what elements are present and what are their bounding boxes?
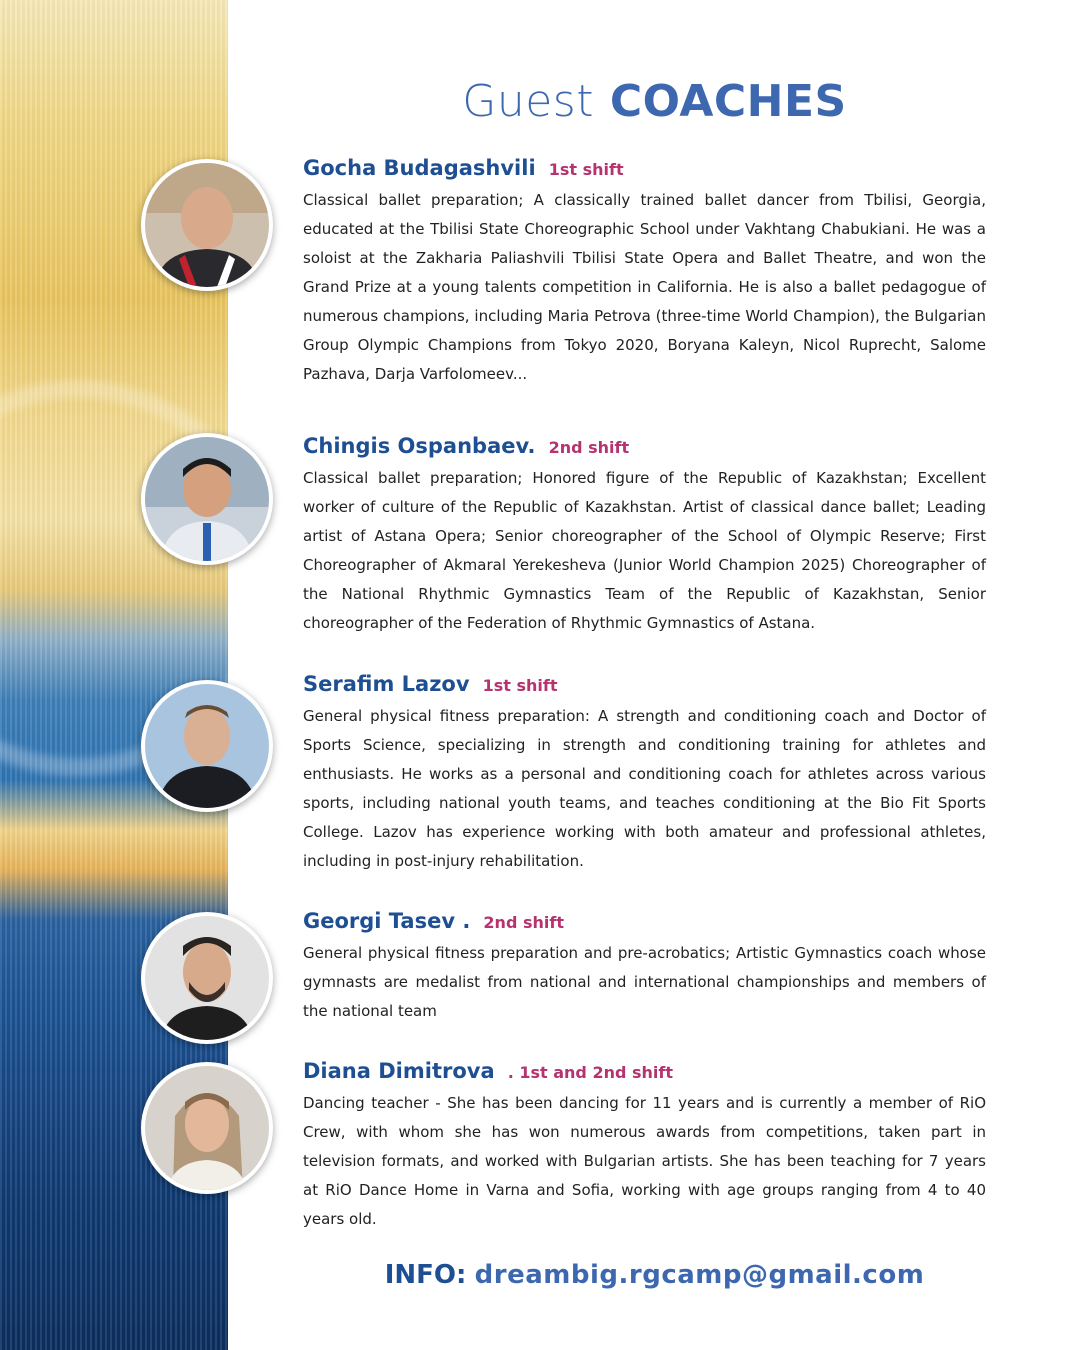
coach-photo-diana bbox=[141, 1062, 273, 1194]
coach-photo-serafim bbox=[141, 680, 273, 812]
coach-bio: Classical ballet preparation; A classically trained ballet dancer from Tbilisi, Georgia, educated at the Tbilisi State Choreographic School under Vakhtang Chabukiani. He was a soloist at the Zakharia Paliashvili Tbilisi State Opera and Ballet Theatre, and won the Grand Prize at a young talents competition in California. He is also a ballet pedagogue of numerous champions, including Maria Petrova (three-time World Champion), the Bulgarian Group Olympic Champions from Tokyo 2020, Boryana Kaleyn, Nicol Ruprecht, Salome Pazhava, Darja Varfolomeev... bbox=[303, 191, 986, 383]
coach-portrait-2 bbox=[145, 437, 269, 561]
coach-name: Chingis Ospanbaev. bbox=[303, 434, 536, 458]
coach-photo-georgi bbox=[141, 912, 273, 1044]
coach-photo-chingis bbox=[141, 433, 273, 565]
coach-bio: General physical fitness preparation: A strength and conditioning coach and Doctor of Sports Science, specializing in strength and conditioning training for athletes and enthusiasts. He works as a personal and conditioning coach for athletes across various sports, including national youth teams, and teaches conditioning at the Bio Fit Sports College. Lazov has experience working with both amateur and professional athletes, including in post-injury rehabilitation. bbox=[303, 707, 986, 870]
contact-info bbox=[228, 1260, 1081, 1290]
coach-name: Diana Dimitrova bbox=[303, 1059, 495, 1083]
coach-shift: 2nd shift bbox=[483, 913, 564, 932]
coach-heading bbox=[303, 156, 986, 180]
coach-shift: 1st shift bbox=[482, 676, 558, 695]
coach-entry-2 bbox=[303, 434, 986, 638]
coach-heading bbox=[303, 434, 986, 458]
coach-bio: Classical ballet preparation; Honored figure of the Republic of Kazakhstan; Excellent worker of culture of the Republic of Kazakhstan. Artist of classical dance ballet; Leading artist of Astana Opera; Senior choreographer of the School of Olympic Reserve; First Choreographer of Akmaral Yerekesheva (Junior World Champion 2025) Choreographer of the National Rhythmic Gymnastics Team of the Republic of Kazakhstan, Senior choreographer of the Federation of Rhythmic Gymnastics of Astana. bbox=[303, 469, 986, 632]
coach-entry-5 bbox=[303, 1059, 986, 1234]
coach-portrait-4 bbox=[145, 916, 269, 1040]
coach-entry-1 bbox=[303, 156, 986, 389]
coach-shift: 1st shift bbox=[548, 160, 624, 179]
coach-bio: General physical fitness preparation and pre-acrobatics; Artistic Gymnastics coach whose gymnasts are medalist from national and international championships and members of the national team bbox=[303, 944, 986, 1020]
info-label: INFO: bbox=[384, 1260, 467, 1290]
coach-name: Gocha Budagashvili bbox=[303, 156, 536, 180]
coach-name: Serafim Lazov bbox=[303, 672, 470, 696]
coach-entry-4 bbox=[303, 909, 986, 1026]
coach-shift: 2nd shift bbox=[548, 438, 630, 457]
title-bold: COACHES bbox=[609, 76, 847, 127]
coach-heading bbox=[303, 672, 986, 696]
page-title bbox=[228, 76, 1081, 127]
coach-photo-gocha bbox=[141, 159, 273, 291]
title-light: Guest bbox=[462, 76, 594, 127]
coach-portrait-3 bbox=[145, 684, 269, 808]
coach-heading bbox=[303, 1059, 986, 1083]
coach-bio: Dancing teacher - She has been dancing for 11 years and is currently a member of RiO Crew, with whom she has won numerous awards from competitions, taken part in television formats, and worked with Bulgarian artists. She has been teaching for 7 years at RiO Dance Home in Varna and Sofia, working with age groups ranging from 4 to 40 years old. bbox=[303, 1094, 986, 1228]
coach-shift: . 1st and 2nd shift bbox=[507, 1063, 674, 1082]
coach-heading bbox=[303, 909, 986, 933]
coach-entry-3 bbox=[303, 672, 986, 876]
coach-name: Georgi Tasev . bbox=[303, 909, 471, 933]
coach-portrait-1 bbox=[145, 163, 269, 287]
coach-portrait-5 bbox=[145, 1066, 269, 1190]
contact-email-link[interactable]: dreambig.rgcamp@gmail.com bbox=[474, 1260, 925, 1290]
